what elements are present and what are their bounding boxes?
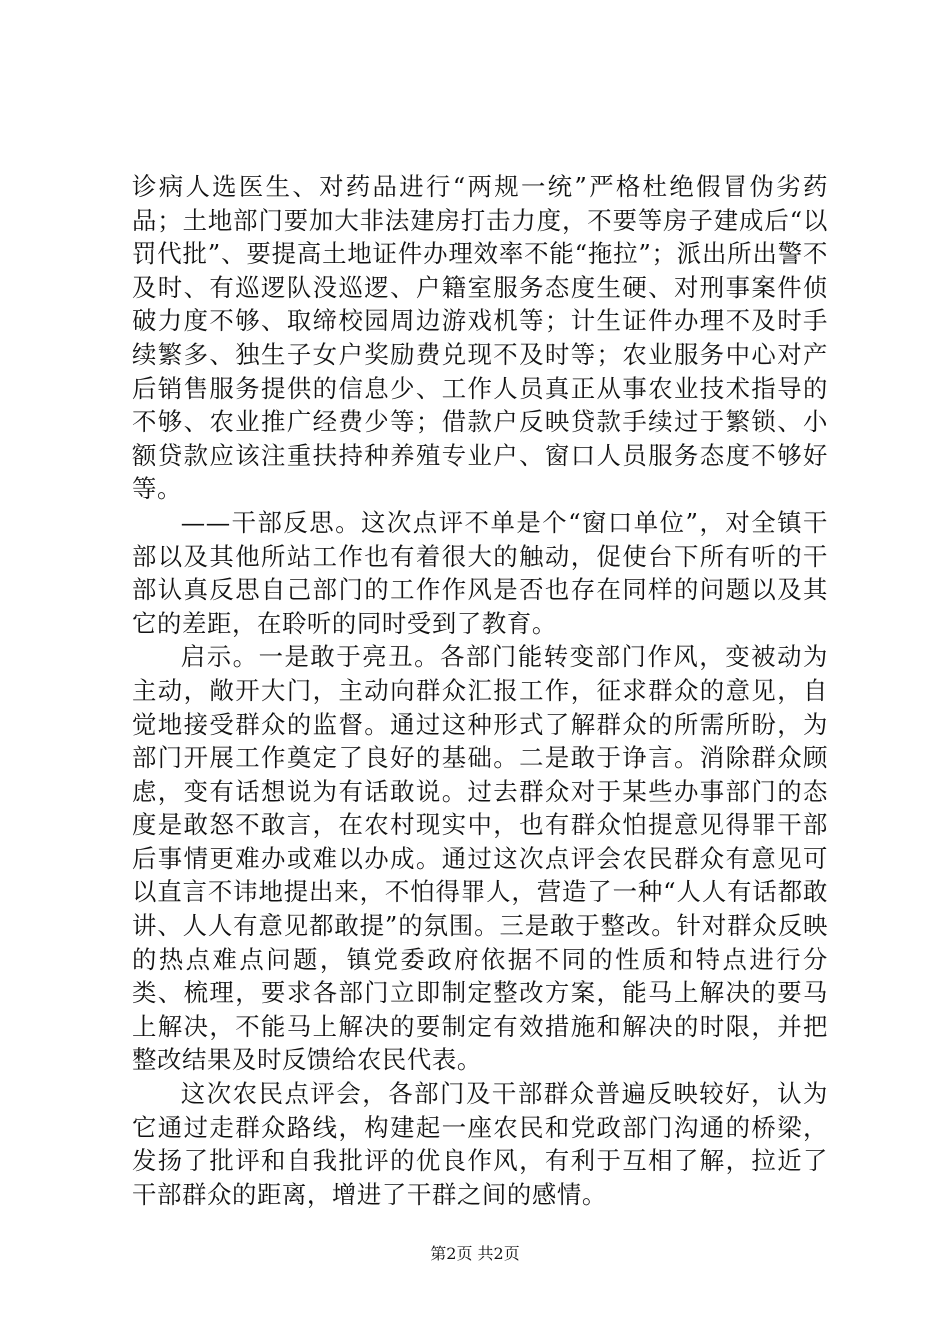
paragraph-continuation: 诊病人选医生、对药品进行“两规一统”严格杜绝假冒伪劣药品；土地部门要加大非法建房打击力度，不要等房子建成后“以罚代批”、要提高土地证件办理效率不能“拖拉”；派出所出警不及时、有巡逻队没巡逻、户籍室服务态度生硬、对刑事案件侦破力度不够、取缔校园周边游戏机等；计生证件办理不及时手续繁多、独生子女户奖励费兑现不及时等；农业服务中心对产后销售服务提供的信息少、工作人员真正从事农业技术指导的不够、农业推广经费少等；借款户反映贷款手续过于繁锁、小额贷款应该注重扶持种养殖专业户、窗口人员服务态度不够好等。 xyxy=(132,172,828,504)
page-number-footer: 第2页 共2页 xyxy=(430,1244,520,1263)
paragraph-conclusion: 这次农民点评会，各部门及干部群众普遍反映较好，认为它通过走群众路线，构建起一座农民和党政部门沟通的桥梁，发扬了批评和自我批评的优良作风，有利于互相了解，拉近了干部群众的距离，增进了干群之间的感情。 xyxy=(132,1079,828,1209)
paragraph-cadre-reflection: ——干部反思。这次点评不单是个“窗口单位”，对全镇干部以及其他所站工作也有着很大的触动，促使台下所有听的干部认真反思自己部门的工作作风是否也存在同样的问题以及其它的差距，在聆听的同时受到了教育。 xyxy=(132,507,828,638)
document-body xyxy=(132,170,828,1211)
paragraph-insights: 启示。一是敢于亮丑。各部门能转变部门作风，变被动为主动，敞开大门，主动向群众汇报工作，征求群众的意见，自觉地接受群众的监督。通过这种形式了解群众的所需所盼，为部门开展工作奠定了良好的基础。二是敢于诤言。消除群众顾虑，变有话想说为有话敢说。过去群众对于某些办事部门的态度是敢怒不敢言，在农村现实中，也有群众怕提意见得罪干部后事情更难办或难以办成。通过这次点评会农民群众有意见可以直言不讳地提出来，不怕得罪人，营造了一种“人人有话都敢讲、人人有意见都敢提”的氛围。三是敢于整改。针对群众反映的热点难点问题，镇党委政府依据不同的性质和特点进行分类、梳理，要求各部门立即制定整改方案，能马上解决的要马上解决，不能马上解决的要制定有效措施和解决的时限，并把整改结果及时反馈给农民代表。 xyxy=(132,642,828,1075)
